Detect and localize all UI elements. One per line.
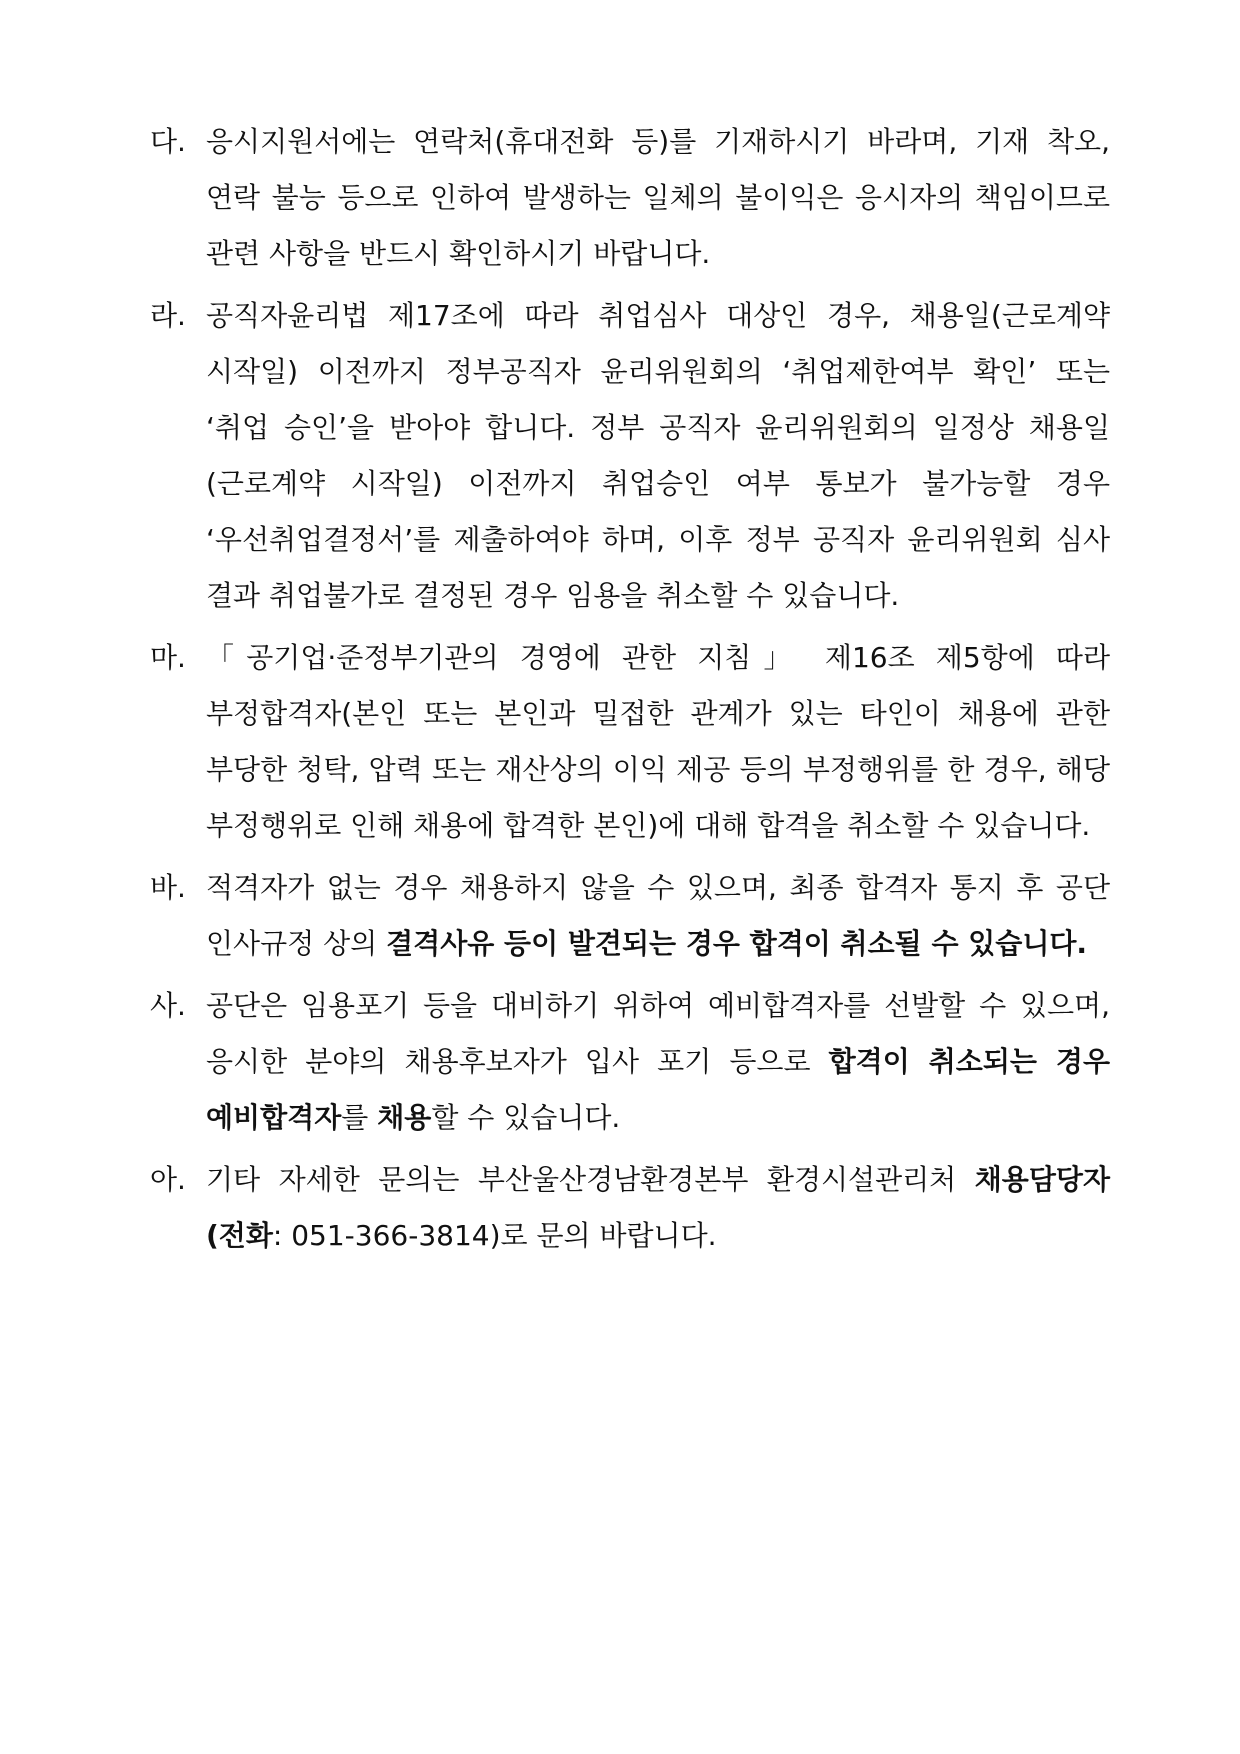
emphasis-text: 결격사유 등이 발견되는 경우 합격이 취소될 수 있습니다. [386,927,1088,960]
notice-item [150,288,1110,624]
notice-list [150,114,1110,1270]
notice-item [150,630,1110,854]
item-text [206,288,1110,624]
text-segment: 를 [341,1101,378,1134]
notice-item [150,114,1110,282]
notice-item [150,978,1110,1146]
text-segment: 「공기업·준정부기관의 경영에 관한 지침」 제16조 제5항에 따라 부정합격자(본인 또는 본인과 밀접한 관계가 있는 타인이 채용에 관한 부당한 청탁, 압력 또는 재산상의 이익 제공 등의 부정행위를 한 경우, 해당 부정행위로 인해 채용에 합격한 본인)에 대해 합격을 취소할 수 있습니다. [206,641,1110,842]
item-marker: 라. [150,299,186,332]
item-text [206,860,1110,972]
emphasis-text: 채용담당자 (전화 [206,1163,1110,1252]
item-marker: 아. [150,1163,186,1196]
text-segment: 공단은 임용포기 등을 대비하기 위하여 예비합격자를 선발할 수 있으며, 응시한 분야의 채용후보자가 입사 포기 등으로 [206,989,1110,1078]
emphasis-text: 채용 [377,1101,432,1134]
item-text [206,978,1110,1146]
notice-item [150,1152,1110,1264]
text-segment: 응시지원서에는 연락처(휴대전화 등)를 기재하시기 바라며, 기재 착오, 연락 불능 등으로 인하여 발생하는 일체의 불이익은 응시자의 책임이므로 관련 사항을 반드시 확인하시기 바랍니다. [206,125,1110,270]
text-segment: 할 수 있습니다. [431,1101,621,1134]
text-segment: : 051-366-3814)로 문의 바랍니다. [272,1219,717,1252]
item-marker: 바. [150,871,186,904]
item-marker: 사. [150,989,186,1022]
item-text [206,630,1110,854]
text-segment: 공직자윤리법 제17조에 따라 취업심사 대상인 경우, 채용일(근로계약 시작일) 이전까지 정부공직자 윤리위원회의 ‘취업제한여부 확인’ 또는 ‘취업 승인’을 받아야 합니다. 정부 공직자 윤리위원회의 일정상 채용일 (근로계약 시작일) 이전까지 취업승인 여부 통보가 불가능할 경우 ‘우선취업결정서’를 제출하여야 하며, 이후 정부 공직자 윤리위원회 심사 결과 취업불가로 결정된 경우 임용을 취소할 수 있습니다. [206,299,1110,612]
item-text [206,1152,1110,1264]
notice-item [150,860,1110,972]
emphasis-text: 합격이 취소되는 경우 예비합격자 [206,1045,1110,1134]
item-marker: 마. [150,641,186,674]
item-text [206,114,1110,282]
item-marker: 다. [150,125,186,158]
text-segment: 기타 자세한 문의는 부산울산경남환경본부 환경시설관리처 [206,1163,975,1196]
text-segment: 적격자가 없는 경우 채용하지 않을 수 있으며, 최종 합격자 통지 후 공단 인사규정 상의 [206,871,1110,960]
